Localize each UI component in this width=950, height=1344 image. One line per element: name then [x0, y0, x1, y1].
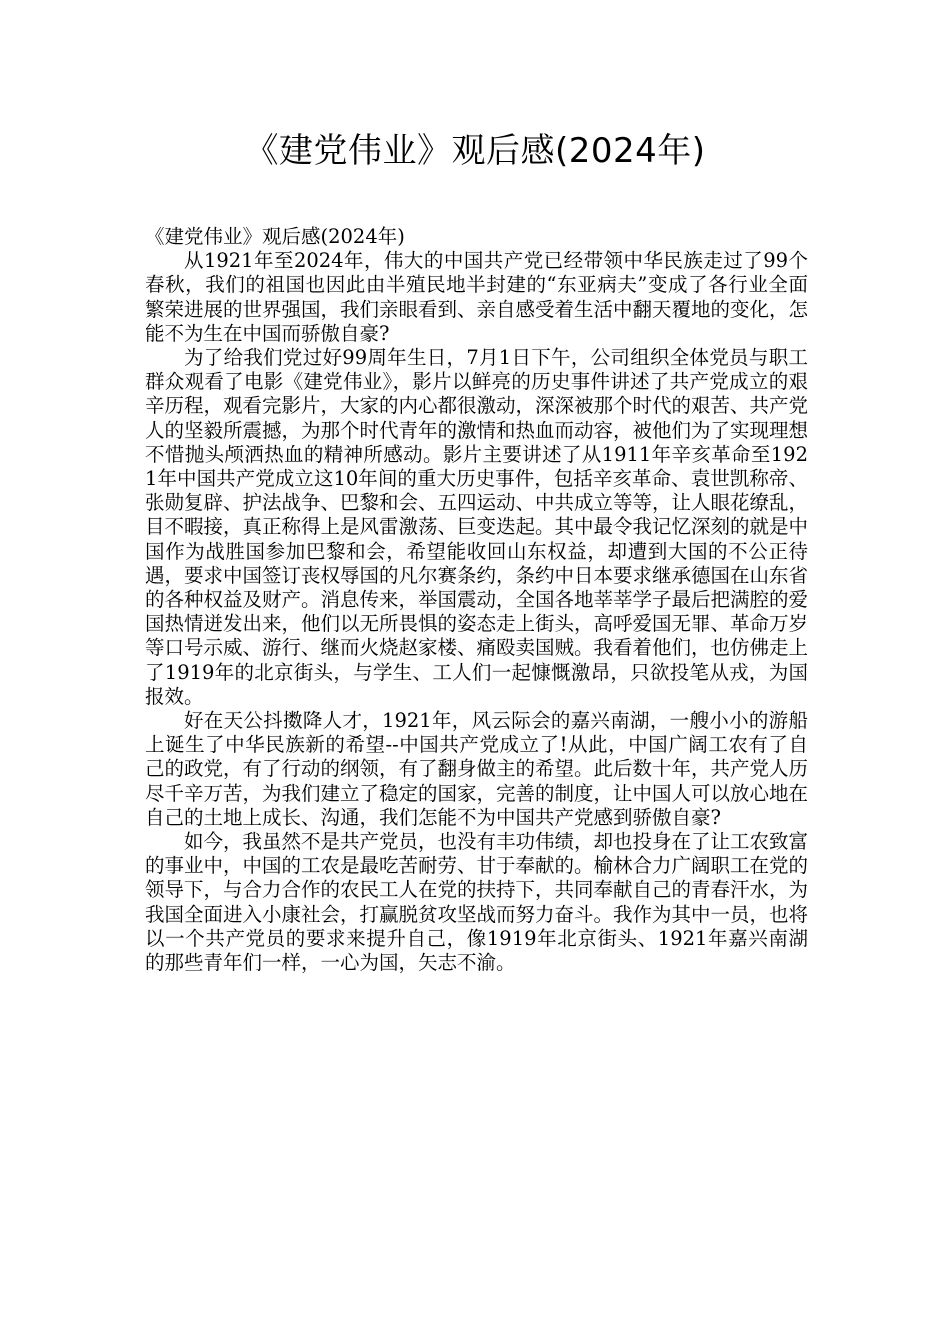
paragraph: 如今，我虽然不是共产党员，也没有丰功伟绩，却也投身在了让工农致富的事业中，中国的工农是最吃苦耐劳、甘于奉献的。榆林合力广阔职工在党的领导下，与合力合作的农民工人在党的扶持下，共同奉献自己的青春汗水，为我国全面进入小康社会，打赢脱贫攻坚战而努力奋斗。我作为其中一员，也将以一个共产党员的要求来提升自己，像1919年北京街头、1921年嘉兴南湖的那些青年们一样，一心为国，矢志不渝。	[145, 830, 809, 975]
document-title: 《建党伟业》观后感(2024年)	[244, 131, 706, 171]
document-subtitle: 《建党伟业》观后感(2024年)	[145, 225, 405, 248]
document-body	[145, 225, 808, 975]
paragraph: 好在天公抖擞降人才，1921年，风云际会的嘉兴南湖，一艘小小的游船上诞生了中华民族新的希望--中国共产党成立了!从此，中国广阔工农有了自己的政党，有了行动的纲领，有了翻身做主的希望。此后数十年，共产党人历尽千辛万苦，为我们建立了稳定的国家，完善的制度，让中国人可以放心地在自己的土地上成长、沟通，我们怎能不为中国共产党感到骄傲自豪?	[145, 709, 809, 829]
paragraph: 为了给我们党过好99周年生日，7月1日下午，公司组织全体党员与职工群众观看了电影《建党伟业》，影片以鲜亮的历史事件讲述了共产党成立的艰辛历程，观看完影片，大家的内心都很激动，深深被那个时代的艰苦、共产党人的坚毅所震撼，为那个时代青年的激情和热血而动容，被他们为了实现理想不惜抛头颅洒热血的精神所感动。影片主要讲述了从1911年辛亥革命至1921年中国共产党成立这10年间的重大历史事件，包括辛亥革命、袁世凯称帝、张勋复辟、护法战争、巴黎和会、五四运动、中共成立等等，让人眼花缭乱，目不暇接，真正称得上是风雷激荡、巨变迭起。其中最令我记忆深刻的就是中国作为战胜国参加巴黎和会，希望能收回山东权益，却遭到大国的不公正待遇，要求中国签订丧权辱国的凡尔赛条约，条约中日本要求继承德国在山东省的各种权益及财产。消息传来，举国震动，全国各地莘莘学子最后把满腔的爱国热情迸发出来，他们以无所畏惧的姿态走上街头，高呼爱国无罪、革命万岁等口号示威、游行、继而火烧赵家楼、痛殴卖国贼。我看着他们，也仿佛走上了1919年的北京街头，与学生、工人们一起慷慨激昂，只欲投笔从戎，为国报效。	[145, 346, 809, 708]
paragraph: 从1921年至2024年，伟大的中国共产党已经带领中华民族走过了99个春秋，我们的祖国也因此由半殖民地半封建的“东亚病夫”变成了各行业全面繁荣进展的世界强国，我们亲眼看到、亲自感受着生活中翻天覆地的变化，怎能不为生在中国而骄傲自豪?	[145, 249, 809, 345]
